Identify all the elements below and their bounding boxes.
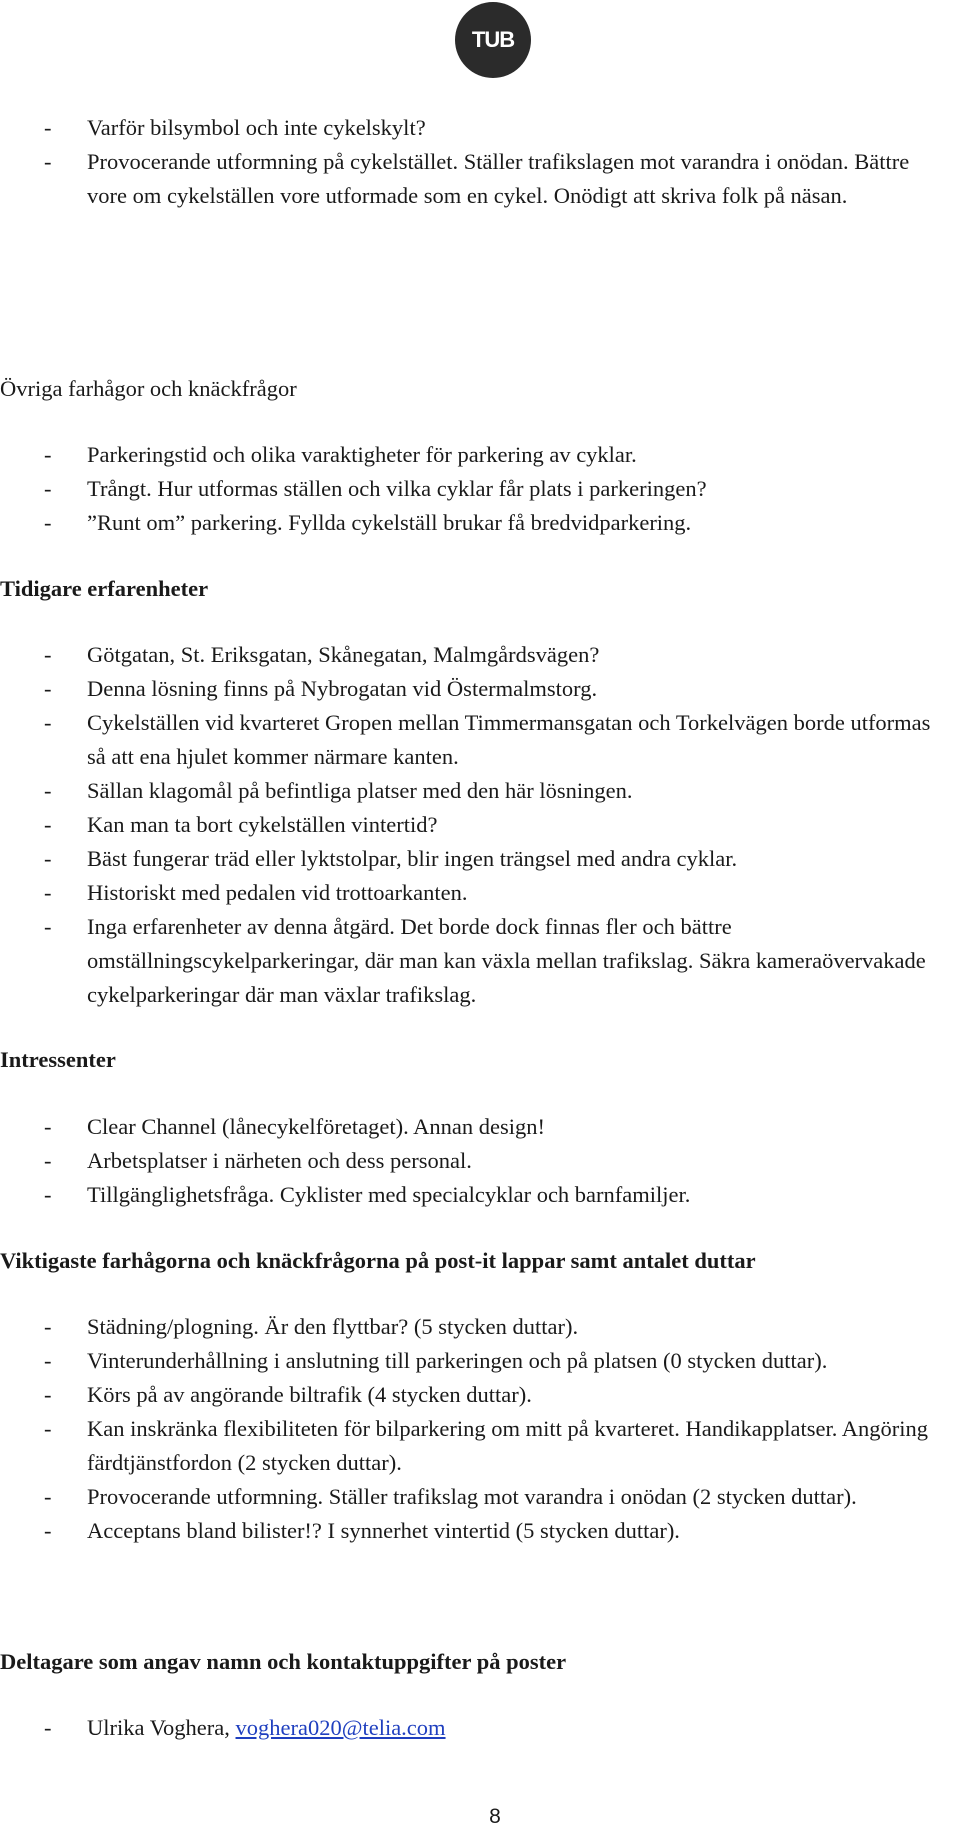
list-dash: - [44, 442, 52, 467]
list-dash: - [44, 710, 52, 735]
list-item-text: Körs på av angörande biltrafik (4 stycken duttar). [87, 1382, 532, 1407]
list-item-text: Arbetsplatser i närheten och dess personal. [87, 1148, 472, 1173]
list-item-text: Provocerande utformning. Ställer trafikslag mot varandra i onödan (2 stycken duttar). [87, 1484, 857, 1509]
list-dash: - [44, 846, 52, 871]
list-item [0, 910, 960, 1012]
list-dash: - [44, 1382, 52, 1407]
experience-section [0, 572, 960, 606]
list-item [0, 1344, 960, 1378]
concerns-heading: Övriga farhågor och knäckfrågor [0, 376, 297, 401]
list-item-text: Historiskt med pedalen vid trottoarkanten. [87, 880, 468, 905]
stakeholders-list [0, 1110, 960, 1212]
list-dash: - [44, 642, 52, 667]
stakeholders-list-block [0, 1110, 960, 1212]
list-dash: - [44, 676, 52, 701]
list-item-text: Bäst fungerar träd eller lyktstolpar, blir ingen trängsel med andra cyklar. [87, 846, 738, 871]
participants-list [0, 1711, 960, 1745]
list-item-text: Götgatan, St. Eriksgatan, Skånegatan, Malmgårdsvägen? [87, 642, 600, 667]
list-dash: - [44, 914, 52, 939]
list-item [0, 706, 960, 774]
list-item-text: Tillgänglighetsfråga. Cyklister med specialcyklar och barnfamiljer. [87, 1182, 691, 1207]
concerns-section [0, 372, 960, 406]
list-item [0, 1110, 960, 1144]
list-item [0, 1480, 960, 1514]
list-item-text: Städning/plogning. Är den flyttbar? (5 stycken duttar). [87, 1314, 579, 1339]
list-item [0, 506, 960, 540]
list-item [0, 808, 960, 842]
list-dash: - [44, 778, 52, 803]
list-item [0, 145, 960, 213]
list-dash: - [44, 115, 52, 140]
list-item [0, 672, 960, 706]
participant-email-link[interactable]: voghera020@telia.com [235, 1715, 446, 1740]
participants-heading: Deltagare som angav namn och kontaktuppgifter på poster [0, 1649, 567, 1674]
list-item [0, 1144, 960, 1178]
experience-list-block [0, 638, 960, 1012]
list-item [0, 1514, 960, 1548]
list-dash: - [44, 1314, 52, 1339]
concerns-list-block [0, 438, 960, 540]
list-item [0, 842, 960, 876]
participants-section [0, 1645, 960, 1679]
list-item-text: ”Runt om” parkering. Fyllda cykelställ brukar få bredvidparkering. [87, 510, 692, 535]
participant-name: Ulrika Voghera, [87, 1715, 236, 1740]
list-dash: - [44, 149, 52, 174]
stakeholders-section [0, 1043, 960, 1077]
tub-logo [455, 2, 531, 78]
list-item [0, 1310, 960, 1344]
list-item [0, 1378, 960, 1412]
list-dash: - [44, 476, 52, 501]
list-dash: - [44, 1114, 52, 1139]
postit-section [0, 1244, 960, 1278]
list-item-text: Kan man ta bort cykelställen vintertid? [87, 812, 438, 837]
list-dash: - [44, 880, 52, 905]
list-item [0, 638, 960, 672]
logo-text: TUB [471, 27, 515, 52]
postit-heading: Viktigaste farhågorna och knäckfrågorna på post-it lappar samt antalet duttar [0, 1248, 756, 1273]
experience-heading: Tidigare erfarenheter [0, 576, 209, 601]
list-item-text: Acceptans bland bilister!? I synnerhet vintertid (5 stycken duttar). [87, 1518, 680, 1543]
list-item [0, 774, 960, 808]
list-item-text: Cykelställen vid kvarteret Gropen mellan Timmermansgatan och Torkelvägen borde utformas så att ena hjulet kommer närmare kanten. [87, 710, 931, 769]
list-dash: - [44, 1148, 52, 1173]
list-dash: - [44, 812, 52, 837]
list-item [0, 472, 960, 506]
list-item-text: Kan inskränka flexibiliteten för bilparkering om mitt på kvarteret. Handikapplatser. Angöring färdtjänstfordon (2 stycken duttar). [87, 1416, 929, 1475]
intro-section [0, 111, 960, 213]
list-item-text: Parkeringstid och olika varaktigheter för parkering av cyklar. [87, 442, 637, 467]
list-dash: - [44, 1416, 52, 1441]
list-item [0, 111, 960, 145]
experience-list [0, 638, 960, 1012]
list-item [0, 438, 960, 472]
list-item-text: Trångt. Hur utformas ställen och vilka cyklar får plats i parkeringen? [87, 476, 707, 501]
list-dash: - [44, 1182, 52, 1207]
postit-list [0, 1310, 960, 1548]
intro-list [0, 111, 960, 213]
list-item-text: Clear Channel (lånecykelföretaget). Annan design! [87, 1114, 545, 1139]
list-item-text: Denna lösning finns på Nybrogatan vid Östermalmstorg. [87, 676, 598, 701]
participants-list-block [0, 1711, 960, 1745]
list-item [0, 876, 960, 910]
list-dash: - [44, 1518, 52, 1543]
list-dash: - [44, 1715, 52, 1740]
list-item [0, 1178, 960, 1212]
list-item-text: Provocerande utformning på cykelstället. Ställer trafikslagen mot varandra i onödan. Bättre vore om cykelställen vore utformade som en cykel. Onödigt att skriva folk på näsan. [87, 149, 910, 208]
list-dash: - [44, 1348, 52, 1373]
list-item-text: Varför bilsymbol och inte cykelskylt? [87, 115, 426, 140]
concerns-list [0, 438, 960, 540]
list-item-text: Inga erfarenheter av denna åtgärd. Det borde dock finnas fler och bättre omställningscykelparkeringar, där man kan växla mellan trafikslag. Säkra kameraövervakade cykelparkeringar där man växlar trafikslag. [87, 914, 926, 1007]
postit-list-block [0, 1310, 960, 1548]
list-dash: - [44, 1484, 52, 1509]
list-item-text: Sällan klagomål på befintliga platser med den här lösningen. [87, 778, 633, 803]
stakeholders-heading: Intressenter [0, 1047, 116, 1072]
list-item [0, 1711, 960, 1745]
list-item [0, 1412, 960, 1480]
list-item-text: Vinterunderhållning i anslutning till parkeringen och på platsen (0 stycken duttar). [87, 1348, 828, 1373]
page-number: 8 [489, 1805, 501, 1828]
list-dash: - [44, 510, 52, 535]
